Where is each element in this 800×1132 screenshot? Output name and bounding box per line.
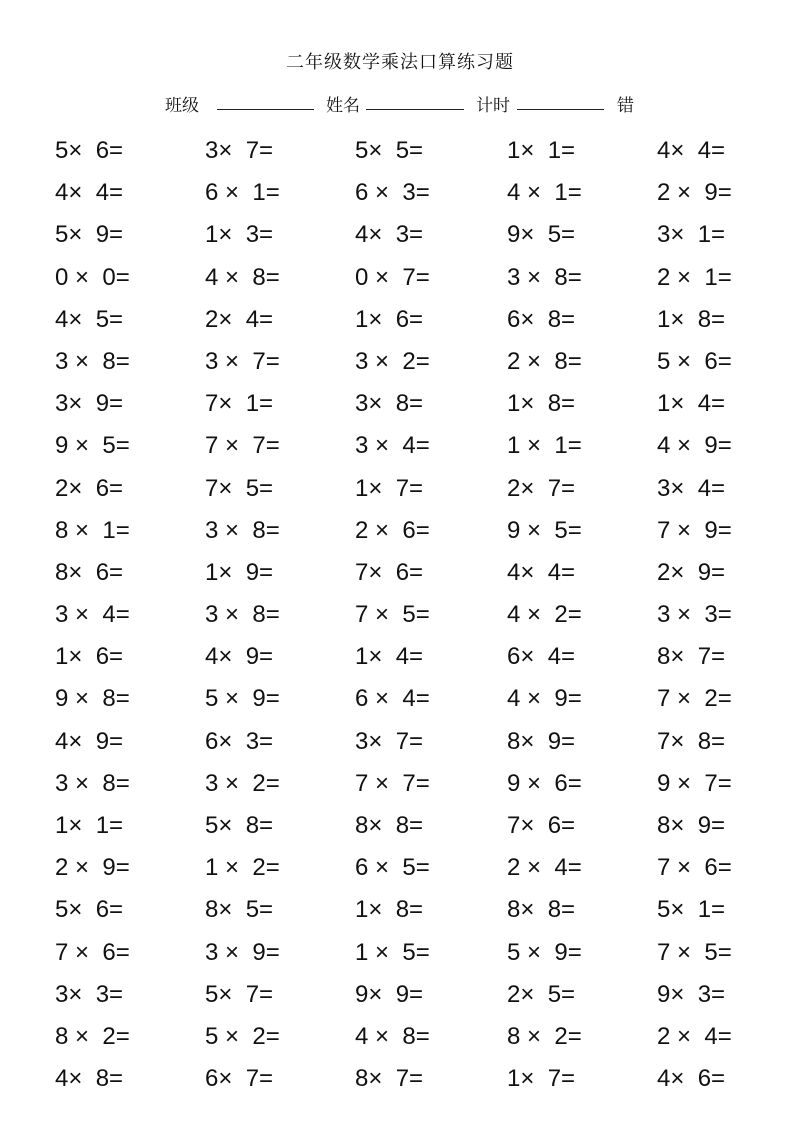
problem-item: 9 × 7= bbox=[657, 769, 732, 797]
problem-row bbox=[55, 299, 775, 341]
problem-item: 6 × 3= bbox=[355, 179, 430, 207]
problem-item: 7× 8= bbox=[657, 727, 726, 755]
problem-item: 8× 7= bbox=[657, 643, 726, 671]
problem-item: 5× 6= bbox=[55, 896, 124, 924]
problem-item: 4× 8= bbox=[55, 1065, 124, 1093]
problem-item: 0 × 7= bbox=[355, 263, 430, 291]
problem-grid bbox=[55, 130, 775, 1100]
problem-item: 2 × 1= bbox=[657, 263, 732, 291]
problem-item: 1× 1= bbox=[55, 812, 124, 839]
problem-item: 2 × 9= bbox=[657, 179, 732, 207]
problem-item: 4 × 2= bbox=[507, 601, 582, 629]
problem-item: 9× 3= bbox=[657, 980, 726, 1008]
problem-item: 4 × 9= bbox=[657, 432, 732, 460]
problem-item: 8× 5= bbox=[205, 896, 274, 924]
problem-item: 4× 4= bbox=[507, 558, 576, 586]
problem-item: 1× 4= bbox=[355, 643, 424, 671]
problem-item: 5× 8= bbox=[205, 812, 274, 839]
problem-row bbox=[55, 721, 775, 763]
problem-item: 3× 9= bbox=[55, 390, 124, 418]
problem-item: 7× 6= bbox=[507, 812, 576, 839]
problem-item: 7 × 5= bbox=[657, 938, 732, 966]
problem-item: 6× 4= bbox=[507, 643, 576, 671]
problem-item: 7× 1= bbox=[205, 390, 274, 418]
problem-item: 8 × 2= bbox=[507, 1022, 582, 1050]
class-label: 班级 bbox=[165, 96, 199, 116]
problem-row bbox=[55, 594, 775, 636]
problem-item: 3 × 8= bbox=[55, 769, 130, 797]
time-blank[interactable] bbox=[517, 91, 604, 110]
problem-item: 9 × 5= bbox=[507, 516, 582, 544]
problem-row bbox=[55, 847, 775, 889]
problem-item: 3 × 8= bbox=[205, 516, 280, 544]
time-label: 计时 bbox=[476, 96, 510, 116]
problem-item: 6 × 4= bbox=[355, 685, 430, 713]
problem-item: 4 × 8= bbox=[205, 263, 280, 291]
problem-item: 3 × 4= bbox=[355, 432, 430, 460]
problem-item: 1× 3= bbox=[205, 221, 274, 249]
problem-item: 1× 8= bbox=[507, 390, 576, 418]
problem-item: 8× 7= bbox=[355, 1065, 424, 1093]
problem-item: 1 × 1= bbox=[507, 432, 582, 460]
problem-item: 6 × 5= bbox=[355, 854, 430, 882]
problem-row bbox=[55, 341, 775, 383]
problem-item: 5 × 6= bbox=[657, 347, 732, 375]
problem-row bbox=[55, 1016, 775, 1058]
problem-item: 7× 5= bbox=[205, 474, 274, 502]
problem-item: 4 × 9= bbox=[507, 685, 582, 713]
problem-item: 3× 8= bbox=[355, 390, 424, 418]
name-blank[interactable] bbox=[366, 91, 464, 110]
problem-item: 3 × 3= bbox=[657, 601, 732, 629]
errors-label: 错 bbox=[617, 96, 634, 116]
name-label: 姓名 bbox=[326, 96, 360, 116]
problem-item: 6× 8= bbox=[507, 305, 576, 333]
problem-row bbox=[55, 636, 775, 678]
student-info-line bbox=[0, 91, 800, 117]
problem-item: 8 × 2= bbox=[55, 1022, 130, 1050]
problem-item: 6× 7= bbox=[205, 1065, 274, 1093]
problem-item: 3× 7= bbox=[205, 137, 274, 164]
problem-item: 5 × 9= bbox=[205, 685, 280, 713]
problem-row bbox=[55, 172, 775, 214]
problem-item: 5× 5= bbox=[355, 137, 424, 164]
problem-item: 8× 9= bbox=[657, 812, 726, 839]
problem-item: 8 × 1= bbox=[55, 516, 130, 544]
problem-row bbox=[55, 425, 775, 467]
problem-item: 2 × 4= bbox=[507, 854, 582, 882]
problem-item: 2 × 4= bbox=[657, 1022, 732, 1050]
problem-item: 2 × 9= bbox=[55, 854, 130, 882]
class-blank[interactable] bbox=[217, 91, 314, 110]
problem-item: 1 × 2= bbox=[205, 854, 280, 882]
problem-item: 3 × 2= bbox=[355, 347, 430, 375]
problem-item: 4× 5= bbox=[55, 305, 124, 333]
problem-item: 3 × 2= bbox=[205, 769, 280, 797]
problem-item: 1× 7= bbox=[507, 1065, 576, 1093]
problem-item: 3 × 8= bbox=[205, 601, 280, 629]
problem-item: 2× 5= bbox=[507, 980, 576, 1008]
problem-item: 9 × 5= bbox=[55, 432, 130, 460]
problem-item: 7 × 5= bbox=[355, 601, 430, 629]
problem-item: 8× 9= bbox=[507, 727, 576, 755]
problem-item: 3× 1= bbox=[657, 221, 726, 249]
problem-item: 1 × 5= bbox=[355, 938, 430, 966]
page-title: 二年级数学乘法口算练习题 bbox=[286, 52, 514, 73]
problem-item: 8× 6= bbox=[55, 558, 124, 586]
problem-item: 1× 7= bbox=[355, 474, 424, 502]
problem-item: 4× 4= bbox=[657, 137, 726, 164]
problem-item: 4× 3= bbox=[355, 221, 424, 249]
problem-item: 3 × 8= bbox=[507, 263, 582, 291]
problem-item: 8× 8= bbox=[355, 812, 424, 839]
problem-item: 5× 6= bbox=[55, 137, 124, 164]
problem-row bbox=[55, 130, 775, 172]
problem-item: 1× 4= bbox=[657, 390, 726, 418]
problem-item: 4× 9= bbox=[55, 727, 124, 755]
problem-item: 2× 7= bbox=[507, 474, 576, 502]
problem-row bbox=[55, 383, 775, 425]
problem-item: 7× 6= bbox=[355, 558, 424, 586]
problem-row bbox=[55, 678, 775, 720]
problem-item: 8× 8= bbox=[507, 896, 576, 924]
problem-item: 9 × 6= bbox=[507, 769, 582, 797]
problem-item: 7 × 6= bbox=[55, 938, 130, 966]
problem-item: 3 × 7= bbox=[205, 347, 280, 375]
problem-item: 5× 7= bbox=[205, 980, 274, 1008]
problem-item: 1× 1= bbox=[507, 137, 576, 164]
problem-item: 4× 9= bbox=[205, 643, 274, 671]
problem-item: 7 × 9= bbox=[657, 516, 732, 544]
problem-item: 4 × 8= bbox=[355, 1022, 430, 1050]
problem-item: 4× 4= bbox=[55, 179, 124, 207]
problem-item: 7 × 2= bbox=[657, 685, 732, 713]
problem-item: 7 × 7= bbox=[355, 769, 430, 797]
problem-row bbox=[55, 510, 775, 552]
problem-row bbox=[55, 1058, 775, 1100]
problem-item: 1× 6= bbox=[55, 643, 124, 671]
problem-row bbox=[55, 552, 775, 594]
problem-row bbox=[55, 974, 775, 1016]
problem-item: 5 × 2= bbox=[205, 1022, 280, 1050]
problem-item: 1× 8= bbox=[355, 896, 424, 924]
problem-item: 3× 3= bbox=[55, 980, 124, 1008]
problem-item: 1× 9= bbox=[205, 558, 274, 586]
problem-item: 3 × 4= bbox=[55, 601, 130, 629]
problem-item: 9 × 8= bbox=[55, 685, 130, 713]
problem-row bbox=[55, 763, 775, 805]
problem-item: 4 × 1= bbox=[507, 179, 582, 207]
problem-item: 5× 1= bbox=[657, 896, 726, 924]
problem-item: 7 × 6= bbox=[657, 854, 732, 882]
problem-item: 9× 9= bbox=[355, 980, 424, 1008]
problem-item: 3× 4= bbox=[657, 474, 726, 502]
problem-item: 0 × 0= bbox=[55, 263, 130, 291]
problem-item: 3× 7= bbox=[355, 727, 424, 755]
problem-row bbox=[55, 468, 775, 510]
problem-item: 2 × 6= bbox=[355, 516, 430, 544]
problem-item: 6× 3= bbox=[205, 727, 274, 755]
problem-item: 1× 8= bbox=[657, 305, 726, 333]
problem-row bbox=[55, 805, 775, 847]
problem-item: 4× 6= bbox=[657, 1065, 726, 1093]
problem-item: 6 × 1= bbox=[205, 179, 280, 207]
problem-item: 1× 6= bbox=[355, 305, 424, 333]
problem-item: 9× 5= bbox=[507, 221, 576, 249]
problem-item: 2 × 8= bbox=[507, 347, 582, 375]
problem-row bbox=[55, 257, 775, 299]
problem-item: 2× 6= bbox=[55, 474, 124, 502]
problem-item: 2× 9= bbox=[657, 558, 726, 586]
problem-item: 3 × 8= bbox=[55, 347, 130, 375]
problem-item: 5 × 9= bbox=[507, 938, 582, 966]
problem-item: 2× 4= bbox=[205, 305, 274, 333]
problem-row bbox=[55, 889, 775, 931]
problem-item: 5× 9= bbox=[55, 221, 124, 249]
problem-item: 3 × 9= bbox=[205, 938, 280, 966]
problem-row bbox=[55, 932, 775, 974]
problem-row bbox=[55, 214, 775, 256]
problem-item: 7 × 7= bbox=[205, 432, 280, 460]
